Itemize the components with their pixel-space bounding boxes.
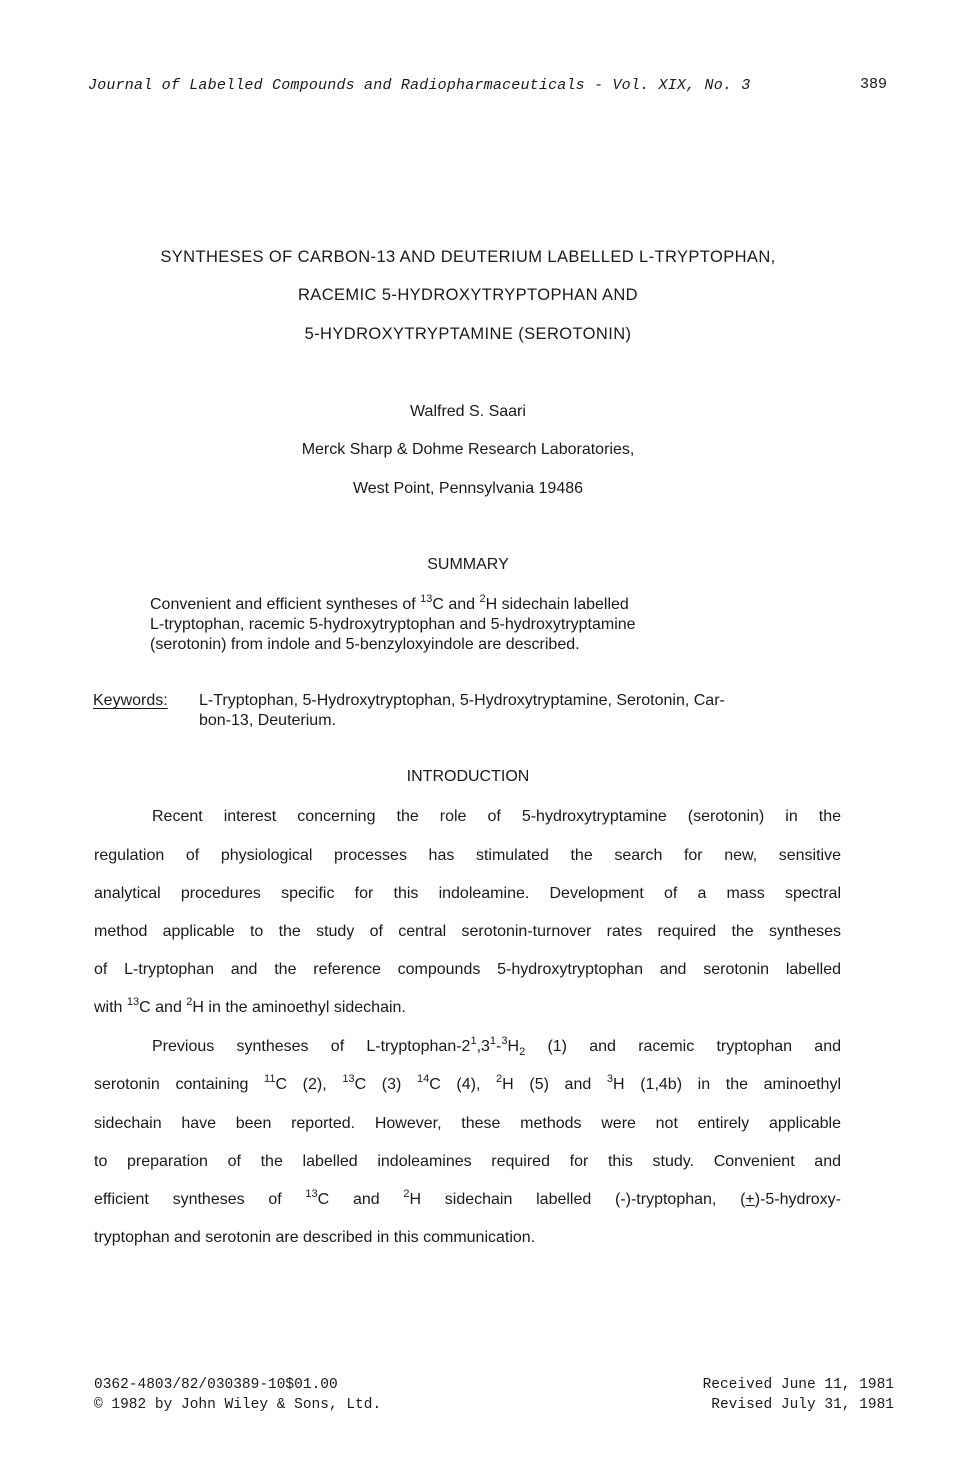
intro-p2-line-6: tryptophan and serotonin are described in this communication. — [94, 1229, 536, 1246]
page-number: 389 — [860, 76, 888, 93]
intro-p1-line-1: Recent interest concerning the role of 5-hydroxytryptamine (serotonin) in the — [152, 808, 841, 825]
keywords-line-1: L-Tryptophan, 5-Hydroxytryptophan, 5-Hydroxytryptamine, Serotonin, Car- — [199, 692, 725, 709]
intro-p2-line-2: serotonin containing $^{11}$C (2), $^{13}$C (3) $^{14}$C (4), $^2$H (5) and $^3$H (1,4b) in the aminoethyl — [94, 1073, 842, 1093]
title-line-1: SYNTHESES OF CARBON-13 AND DEUTERIUM LABELLED L-TRYPTOPHAN, — [160, 248, 776, 266]
intro-p2-line-5: efficient syntheses of $^{13}$C and $^2$H sidechain labelled (-)-tryptophan, (+)-5-hydroxy- — [94, 1188, 841, 1208]
intro-p2-line-4: to preparation of the labelled indoleamines required for this study. Convenient and — [94, 1153, 841, 1170]
summary-line-3: (serotonin) from indole and 5-benzyloxyindole are described. — [150, 636, 580, 653]
summary-line-2: L-tryptophan, racemic 5-hydroxytryptophan and 5-hydroxytryptamine — [150, 616, 636, 633]
intro-p1-line-5: of L-tryptophan and the reference compounds 5-hydroxytryptophan and serotonin labelled — [94, 961, 841, 978]
footer-received-date: Received June 11, 1981 — [702, 1377, 894, 1393]
keywords-line-2: bon-13, Deuterium. — [199, 712, 336, 729]
footer-article-code: 0362-4803/82/030389-10$01.00 — [94, 1377, 338, 1393]
author-address: West Point, Pennsylvania 19486 — [352, 480, 584, 497]
intro-p1-line-6: with $^{13}$C and $^2$H in the aminoethyl sidechain. — [94, 996, 406, 1016]
intro-p1-line-2: regulation of physiological processes has stimulated the search for new, sensitive — [94, 847, 841, 864]
summary-line-1: Convenient and efficient syntheses of $^{13}$C and $^2$H sidechain labelled — [150, 593, 629, 613]
intro-p1-line-4: method applicable to the study of central serotonin-turnover rates required the syntheses — [94, 923, 841, 940]
footer-copyright: © 1982 by John Wiley & Sons, Ltd. — [94, 1397, 382, 1413]
intro-p2-line-1: Previous syntheses of $L-tryptophan-2^1,3^1-^3H_2$ (1) and racemic tryptophan and — [152, 1035, 841, 1058]
introduction-heading: INTRODUCTION — [406, 768, 530, 785]
intro-p1-line-3: analytical procedures specific for this indoleamine. Development of a mass spectral — [94, 885, 841, 902]
summary-heading: SUMMARY — [427, 556, 509, 573]
title-line-2: RACEMIC 5-HYDROXYTRYPTOPHAN AND — [297, 286, 638, 304]
footer-revised-date: Revised July 31, 1981 — [711, 1397, 894, 1413]
keywords-label: Keywords: — [93, 692, 168, 709]
author-affiliation: Merck Sharp & Dohme Research Laboratories, — [301, 441, 635, 458]
title-line-3: 5-HYDROXYTRYPTAMINE (SEROTONIN) — [304, 325, 632, 343]
intro-p2-line-3: sidechain have been reported. However, these methods were not entirely applicable — [94, 1115, 841, 1132]
author-name: Walfred S. Saari — [410, 403, 526, 420]
running-head-journal: Journal of Labelled Compounds and Radiopharmaceuticals - Vol. XIX, No. 3 — [88, 77, 751, 94]
